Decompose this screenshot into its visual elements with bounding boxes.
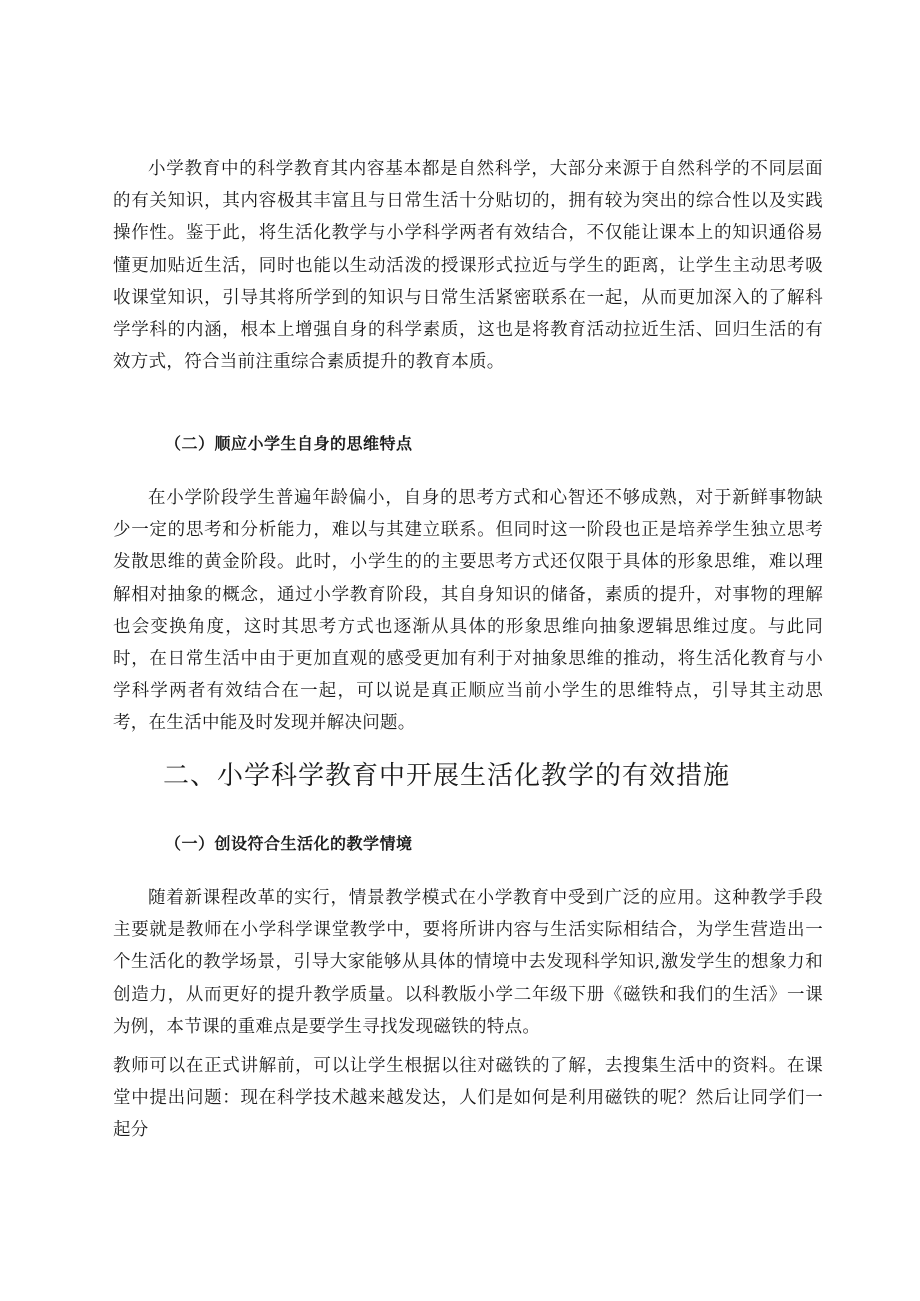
body-paragraph-2: 在小学阶段学生普遍年龄偏小，自身的思考方式和心智还不够成熟，对于新鲜事物缺少一定的思考和分析能力，难以与其建立联系。但同时这一阶段也正是培养学生独立思考发散思维的黄金阶段。此时，小学生的的主要思考方式还仅限于具体的形象思维，难以理解相对抽象的概念，通过小学教育阶段，其自身知识的储备，素质的提升，对事物的理解也会变换角度，这时其思考方式也逐渐从具体的形象思维向抽象逻辑思维过度。与此同时，在日常生活中由于更加直观的感受更加有利于对抽象思维的推动，将生活化教育与小学科学两者有效结合在一起，可以说是真正顺应当前小学生的思维特点，引导其主动思考，在生活中能及时发现并解决问题。 bbox=[113, 488, 823, 734]
body-paragraph-1: 小学教育中的科学教育其内容基本都是自然科学，大部分来源于自然科学的不同层面的有关知识，其内容极其丰富且与日常生活十分贴切的，拥有较为突出的综合性以及实践操作性。鉴于此，将生活化教学与小学科学两者有效结合，不仅能让课本上的知识通俗易懂更加贴近生活，同时也能以生动活泼的授课形式拉近与学生的距离，让学生主动思考吸收课堂知识，引导其将所学到的知识与日常生活紧密联系在一起，从而更加深入的了解科学学科的内涵，根本上增强自身的科学素质，这也是将教育活动拉近生活、回归生活的有效方式，符合当前注重综合素质提升的教育本质。 bbox=[113, 159, 823, 373]
subsection-heading-1: （一）创设符合生活化的教学情境 bbox=[165, 834, 413, 853]
body-paragraph-4: 教师可以在正式讲解前，可以让学生根据以往对磁铁的了解，去搜集生活中的资料。在课堂中提出问题：现在科学技术越来越发达，人们是如何是利用磁铁的呢？然后让同学们一起分 bbox=[113, 1056, 823, 1141]
body-paragraph-3: 随着新课程改革的实行，情景教学模式在小学教育中受到广泛的应用。这种教学手段主要就是教师在小学科学课堂教学中，要将所讲内容与生活实际相结合，为学生营造出一个生活化的教学场景，引导大家能够从具体的情境中去发现科学知识,激发学生的想象力和创造力，从而更好的提升教学质量。以科教版小学二年级下册《磁铁和我们的生活》一课为例，本节课的重难点是要学生寻找发现磁铁的特点。 bbox=[113, 888, 823, 1037]
section-heading: 二、小学科学教育中开展生活化教学的有效措施 bbox=[163, 761, 731, 791]
subsection-heading-2: （二）顺应小学生自身的思维特点 bbox=[165, 434, 413, 453]
